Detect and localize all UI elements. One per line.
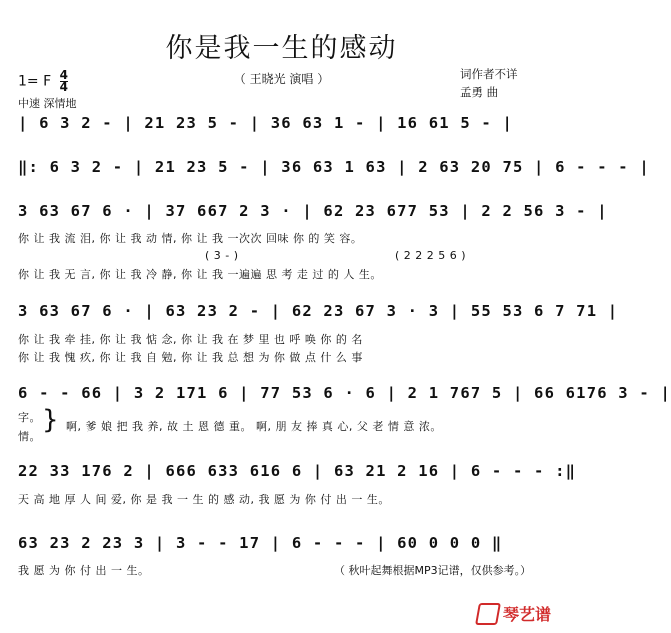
score-line-7: 63 23 2 23 3 | 3 - - 17 | 6 - - - | 60 0 0 0 ‖ [18,534,503,552]
lyric-line-4a: 你 让 我 牵 挂, 你 让 我 惦 念, 你 让 我 在 梦 里 也 呼 唤 你 的 名 [18,333,363,346]
key-signature [18,70,68,93]
score-line-5: 6 - - 66 | 3 2 171 6 | 77 53 6 · 6 | 2 1 767 5 | 66 6176 3 - | [18,384,671,402]
lyric-line-3a: 你 让 我 流 泪, 你 让 我 动 情, 你 让 我 一次次 回味 你 的 笑 容。 [18,232,363,245]
lyric-line-3b: 你 让 我 无 言, 你 让 我 冷 静, 你 让 我 一遍遍 思 考 走 过 的 人 生。 [18,268,382,281]
time-signature [60,70,68,93]
time-bottom: 4 [59,80,68,94]
brand-mark-icon [475,603,501,625]
singer: （ 王晓光 演唱 ） [233,72,330,86]
brand-name: 琴艺谱 [502,605,551,624]
brand-logo [477,602,551,625]
transcription-note: （ 秋叶起舞根据MP3记谱，仅供参考。） [334,564,532,577]
brace: } [42,405,59,435]
key-text: 1= F [18,73,52,90]
score-line-6: 22 33 176 2 | 666 633 616 6 | 63 21 2 16 | 6 - - - :‖ [18,462,577,480]
composer: 孟勇 曲 [460,85,499,99]
song-title: 你是我一生的感动 [165,33,398,64]
score-line-4: 3 63 67 6 · | 63 23 2 - | 62 23 67 3 · 3 | 55 53 6 7 71 | [18,302,619,320]
lyric-line-6: 天 高 地 厚 人 间 爱, 你 是 我 一 生 的 感 动, 我 愿 为 你 付 出 一 生。 [18,493,390,506]
time-top: 4 [59,68,68,82]
alt-notes-3a: ( 3 - ) [205,249,239,262]
lyric-line-5-mid: 啊, 爹 娘 把 我 养, 故 土 恩 德 重。 啊, 朋 友 捧 真 心, 父 老 情 意 浓。 [66,420,442,433]
alt-notes-3b: ( 2 2 2 5 6 ) [395,249,467,262]
score-line-1: | 6 3 2 - | 21 23 5 - | 36 63 1 - | 16 61 5 - | [18,114,513,132]
score-line-3: 3 63 67 6 · | 37 667 2 3 · | 62 23 677 53 | 2 2 56 3 - | [18,202,608,220]
lyric-line-5a: 字。 [18,411,41,424]
lyric-line-5b: 情。 [18,430,41,443]
lyric-line-7: 我 愿 为 你 付 出 一 生。 [18,564,150,577]
lyric-line-4b: 你 让 我 愧 疚, 你 让 我 自 勉, 你 让 我 总 想 为 你 做 点 什 么 事 [18,351,363,364]
lyricist: 词作者不详 [460,67,518,81]
score-line-2: ‖: 6 3 2 - | 21 23 5 - | 36 63 1 63 | 2 63 20 75 | 6 - - - | [18,158,650,176]
tempo-marking: 中速 深情地 [18,97,77,110]
